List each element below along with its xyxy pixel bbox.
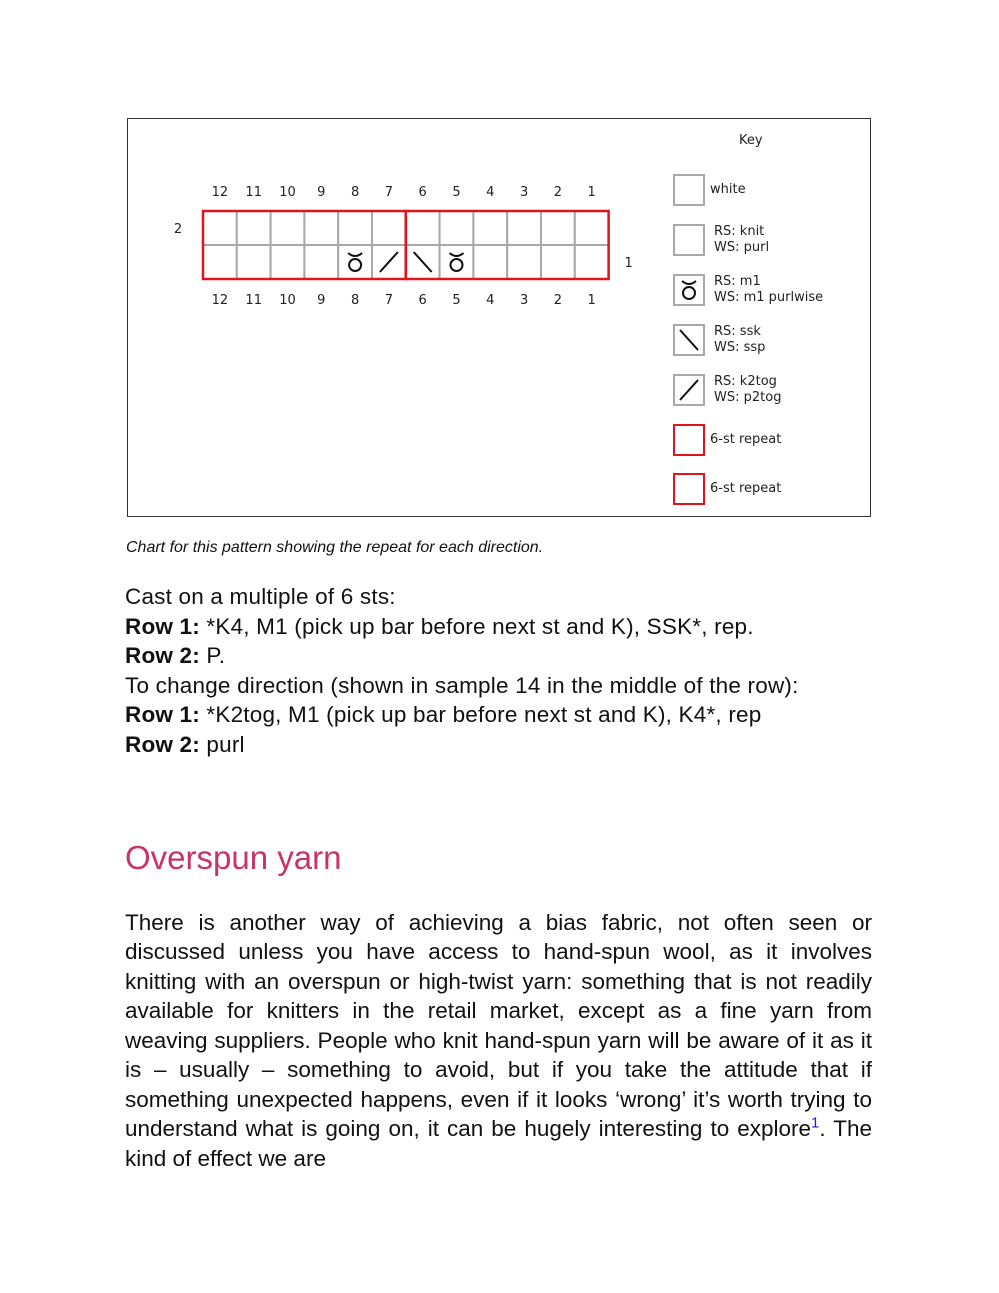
key-label-line: RS: knit [714, 224, 765, 239]
key-label [714, 274, 823, 306]
key-label-line: RS: m1 [714, 274, 761, 289]
footnote-link[interactable]: 1 [811, 1114, 820, 1132]
instruction-line [125, 641, 799, 671]
column-number-top: 8 [350, 185, 360, 200]
chart-cell [237, 211, 271, 245]
key-label-line: 6-st repeat [710, 432, 782, 447]
m1-loop [683, 287, 695, 299]
paragraph-text-continued: . The kind of effect we are [125, 1116, 872, 1171]
instruction-line [125, 730, 799, 760]
column-number-top: 11 [245, 185, 262, 200]
row-label-2: 2 [173, 222, 183, 237]
key-label [710, 432, 781, 448]
key-symbol-repeat-icon [673, 424, 705, 456]
key-symbol-k2tog-icon [673, 374, 705, 406]
key-label [714, 224, 769, 256]
column-number-top: 10 [279, 185, 296, 200]
section-heading: Overspun yarn [125, 839, 342, 877]
m1-top-stroke [682, 281, 696, 284]
key-label-line: white [710, 182, 746, 197]
chart-cell [203, 245, 237, 279]
key-label-line: WS: p2tog [714, 390, 782, 405]
key-item [673, 374, 781, 406]
chart-cell [575, 211, 609, 245]
key-label [710, 481, 781, 497]
key-label [710, 182, 746, 198]
column-number-top: 9 [317, 185, 326, 200]
key-label-line: WS: m1 purlwise [714, 290, 824, 305]
chart-cell [440, 245, 474, 279]
row-label: Row 2: [125, 731, 200, 757]
key-label [714, 324, 765, 356]
column-number-bottom: 8 [350, 293, 360, 308]
instruction-line [125, 671, 799, 701]
key-item [673, 274, 823, 306]
instruction-line [125, 612, 799, 642]
chart-cell [473, 245, 507, 279]
k2tog-stroke [680, 380, 698, 400]
row-text: purl [199, 731, 245, 757]
chart-cell [406, 211, 440, 245]
key-symbol-repeat-icon [673, 473, 705, 505]
key-item [673, 224, 769, 256]
key-item [673, 324, 765, 356]
chart-cell [507, 211, 541, 245]
column-number-bottom: 4 [486, 293, 495, 308]
column-number-bottom: 1 [587, 293, 596, 308]
chart-cell [372, 211, 406, 245]
row-label: Row 2: [125, 643, 200, 668]
chart-cell [271, 211, 305, 245]
column-number-bottom: 2 [553, 293, 563, 308]
column-number-top: 4 [486, 185, 495, 200]
chart-cell [575, 245, 609, 279]
key-symbol-ssk-icon [673, 324, 705, 356]
column-number-top: 3 [519, 185, 529, 200]
ssk-glyph [675, 326, 703, 354]
column-number-bottom: 7 [384, 293, 394, 308]
chart-cell [304, 245, 338, 279]
cast-on-line: Cast on a multiple of 6 sts: [125, 584, 396, 609]
column-number-bottom: 10 [279, 293, 296, 308]
column-number-top: 5 [452, 185, 461, 200]
ssk-stroke [680, 330, 698, 350]
column-number-bottom: 6 [418, 293, 427, 308]
chart-cell [338, 245, 372, 279]
key-item [673, 174, 746, 206]
column-number-top: 7 [384, 185, 394, 200]
instruction-line [125, 700, 799, 730]
column-number-bottom: 3 [519, 293, 529, 308]
key-label-line: WS: purl [714, 240, 770, 255]
chart-cell [338, 211, 372, 245]
key-label-line: RS: k2tog [714, 374, 777, 389]
key-symbol-empty-icon [673, 174, 705, 206]
row-label: Row 1: [125, 613, 200, 639]
k2tog-glyph [675, 376, 703, 404]
stitch-chart [128, 119, 658, 319]
key-label-line: WS: ssp [714, 340, 766, 355]
column-number-bottom: 9 [317, 293, 326, 308]
column-number-top: 1 [587, 185, 596, 200]
key-item [673, 473, 781, 505]
chart-cell [541, 245, 575, 279]
direction-change-text: To change direction (shown in sample 14 in the middle of the row): [125, 672, 799, 698]
row-text: P. [199, 643, 226, 668]
key-title: Key [739, 133, 763, 148]
chart-cell [237, 245, 271, 279]
paragraph-text: There is another way of achieving a bias fabric, not often seen or discussed unless you have access to hand-spun wool, as it involves knitting with an overspun or high-twist yarn: something that is not readily available for knitters in the retail market, except as a fine yarn from weaving suppliers. People who knit hand-spun yarn will be aware of it as it is – usually – something to avoid, but if you take the attitude that if something unexpected happens, even if it looks ‘wrong’ it’s worth trying to understand what is going on, it can be hugely interesting to explore [125, 909, 872, 1141]
column-number-bottom: 12 [211, 293, 229, 308]
chart-cell [473, 211, 507, 245]
column-number-top: 6 [418, 185, 427, 200]
key-item [673, 424, 781, 456]
key-label-line: RS: ssk [714, 324, 761, 339]
key-symbol-empty-icon [673, 224, 705, 256]
chart-cell [440, 211, 474, 245]
row-label: Row 1: [125, 702, 200, 727]
column-number-bottom: 5 [452, 293, 461, 308]
key-symbol-m1-icon [673, 274, 705, 306]
column-number-top: 12 [211, 185, 229, 200]
key-label [714, 374, 781, 406]
chart-cell [541, 211, 575, 245]
column-number-bottom: 11 [245, 293, 262, 308]
chart-cell [304, 211, 338, 245]
figure-caption: Chart for this pattern showing the repeat for each direction. [126, 539, 544, 556]
key-label-line: 6-st repeat [710, 481, 782, 496]
row-text: *K2tog, M1 (pick up bar before next st and K), K4*, rep [199, 702, 762, 727]
chart-cell [203, 211, 237, 245]
body-paragraph [125, 908, 872, 1174]
column-number-top: 2 [553, 185, 563, 200]
chart-cell [271, 245, 305, 279]
m1-glyph [675, 276, 703, 304]
pattern-instructions [125, 582, 799, 759]
row-text: *K4, M1 (pick up bar before next st and K), SSK*, rep. [199, 613, 754, 639]
chart-cell [507, 245, 541, 279]
knitting-chart-figure [127, 118, 871, 517]
row-label-1: 1 [624, 256, 633, 271]
